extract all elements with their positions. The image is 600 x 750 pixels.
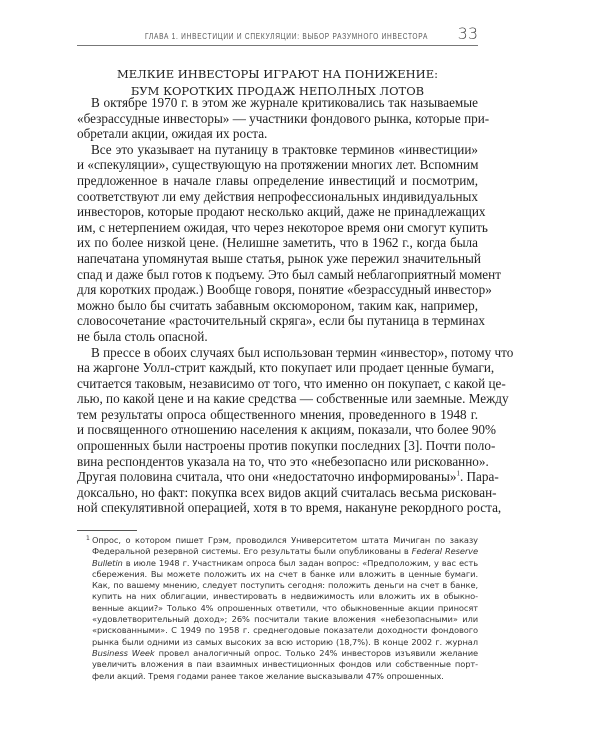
- running-title: ГЛАВА 1. ИНВЕСТИЦИИ И СПЕКУЛЯЦИИ: ВЫБОР РАЗУМНОГО ИНВЕСТОРА: [145, 32, 429, 41]
- footnote-line: Опрос, о котором пишет Грэм, проводился Университетом штата Мичиган по заказу: [92, 535, 478, 545]
- footnote-line: увеличить вложения в паи взаимных инвестиционных фондов или собственные порт-: [92, 659, 478, 670]
- text-line: ной спекулятивной операцией, хотя в то время, накануне рекордного роста,: [77, 500, 502, 516]
- footnote-line: рынка были одними из самых высоких за всю историю (18,7%). В конце 2002 г. журнал: [92, 636, 478, 647]
- text-line: опрошенных были настроены против покупки последних [3]. Почти поло-: [77, 438, 496, 454]
- footnote-line: Business Week провел аналогичный опрос. Только 24% инвесторов изъявили желание: [92, 647, 478, 658]
- footnote: [86, 535, 478, 682]
- running-header: [77, 24, 478, 46]
- footnote-separator: [77, 530, 137, 531]
- text-line: соответствуют ли ему действия непрофессиональных индивидуальных: [77, 188, 478, 204]
- footnote-line: фели акций. Тремя годами ранее такое желание высказывали 47% опрошенных.: [92, 670, 444, 681]
- text-line: обретали акции, ожидая их роста.: [77, 126, 268, 142]
- footnote-line: Как, по вашему мнению, следует поступить сегодня: положить деньги на счет в банке,: [92, 580, 478, 591]
- footnote-line: купить на них облигации, инвестировать в недвижимость или вложить их в обыкно-: [92, 591, 478, 602]
- text-line: считается таковым, независимо от того, что именно он покупает, с какой це-: [77, 375, 506, 391]
- text-line: и посвященного отношению населения к акциям, показали, что более 90%: [77, 422, 496, 438]
- paragraph: [77, 95, 490, 142]
- footnote-line: Bulletin в июле 1948 г. Участникам опроса был задан вопрос: «Предположим, у вас есть: [92, 557, 478, 568]
- text-line: Все это указывает на путаницу в трактовке терминов «инвестиции»: [91, 141, 478, 157]
- footnote-line: «удовлетворительный доход»; 26% посчитали такие вложения «небезопасными» или: [92, 614, 478, 625]
- text-line: их по более низкой цене. (Нелишне заметить, что в 1962 г., когда была: [77, 235, 478, 251]
- footnote-line: Федеральной резервной системы. Его результаты были опубликованы в Federal Reserve: [92, 546, 478, 557]
- text-line: спад и даже был готов к подъему. Это был самый неблагоприятный момент: [77, 266, 501, 282]
- paragraph: [77, 344, 514, 517]
- footnote-marker: 1: [86, 535, 90, 542]
- text-line: тем результаты опроса общественного мнения, проведенного в 1948 г.: [77, 406, 478, 422]
- text-line: словосочетание «расточительный скряга», если бы путаница в терминах: [77, 313, 486, 329]
- footnote-line: «рискованными». С 1949 по 1958 г. среднегодовые показатели доходности фондового: [92, 625, 478, 636]
- text-line: не была столь опасной.: [77, 328, 208, 344]
- text-line: предложенное в начале главы определение инвестиций и посмотрим,: [77, 172, 478, 188]
- text-line: «безрассудные инвесторы» — участники фондового рынка, которые при-: [77, 110, 490, 126]
- page-number: 33: [457, 24, 478, 43]
- body-text: [77, 95, 514, 516]
- text-line: вина респондентов указала на то, что это «небезопасно или рискованно».: [77, 453, 489, 469]
- text-line: инвесторов, которые продают несколько акций, даже не принадлежащих: [77, 204, 486, 220]
- text-line: В октябре 1970 г. в этом же журнале критиковались так называемые: [91, 95, 478, 110]
- text-line: на жаргоне Уолл-стрит каждый, кто покупает или продает ценные бумаги,: [77, 360, 495, 376]
- text-line: напечатана упомянутая выше статья, рынок уже пережил значительный: [77, 250, 481, 266]
- text-line: лью, по какой цене и на какие средства — собственные или заемные. Между: [77, 391, 509, 407]
- paragraph: [77, 141, 501, 345]
- text-line: и «спекуляции», существующую на протяжении многих лет. Вспомним: [77, 157, 479, 173]
- text-line: для коротких продаж.) Вообще говоря, понятие «безрассудный инвестор»: [77, 282, 492, 298]
- footnote-line: венные акции?» Только 4% опрошенных ответили, что обыкновенные акции приносят: [92, 602, 478, 613]
- text-line: Другая половина считала, что они «недостаточно информированы»$^1$. Пара-: [77, 469, 499, 485]
- text-line: им, с нетерпением ожидая, что через некоторое время они смогут купить: [77, 219, 488, 235]
- section-heading-line: БУМ КОРОТКИХ ПРОДАЖ НЕПОЛНЫХ ЛОТОВ: [130, 84, 425, 98]
- footnote-line: сбережения. Вы можете положить их на счет в банке или вложить в ценные бумаги.: [92, 568, 478, 579]
- text-line: В прессе в обоих случаях был использован термин «инвестор», потому что: [91, 344, 514, 360]
- text-line: доксально, но факт: покупка всех видов акций считалась весьма рискован-: [77, 484, 497, 500]
- text-line: можно было бы считать забавным оксюмороном, таким как, например,: [77, 297, 478, 313]
- section-heading-line: МЕЛКИЕ ИНВЕСТОРЫ ИГРАЮТ НА ПОНИЖЕНИЕ:: [117, 67, 438, 81]
